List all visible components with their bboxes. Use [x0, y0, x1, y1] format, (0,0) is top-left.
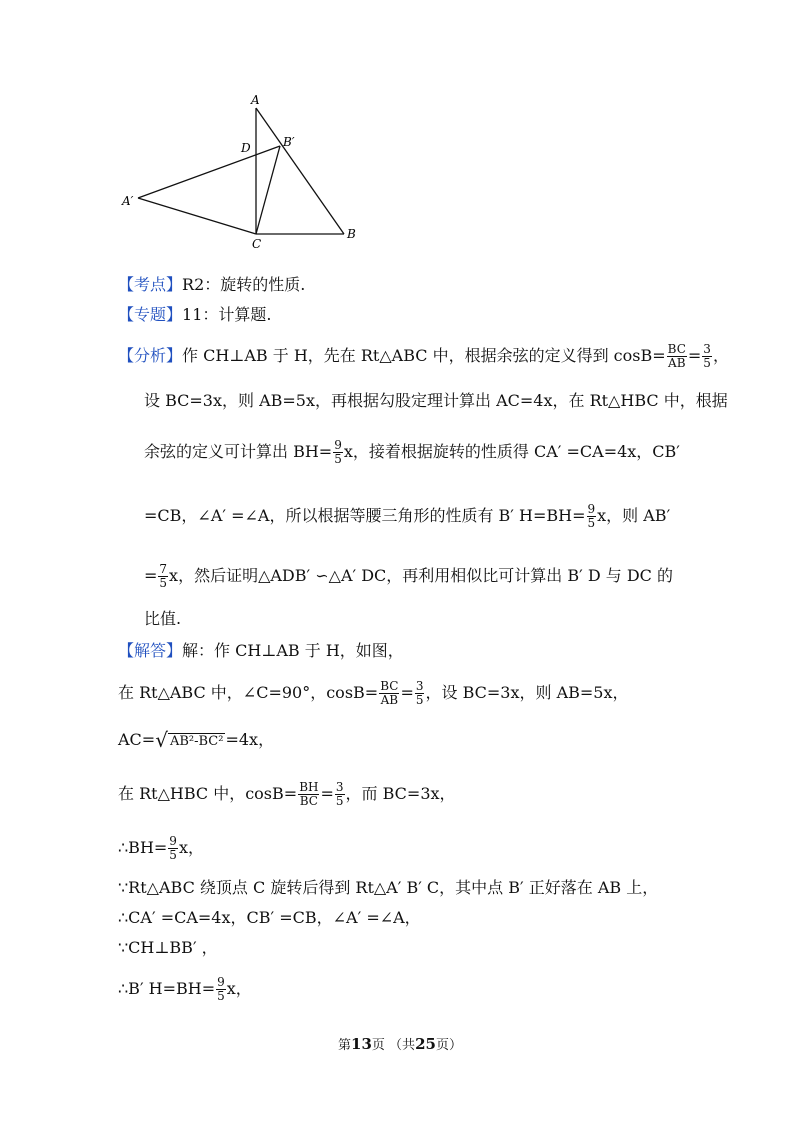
- sqrt-radicand: AB²-BC²: [169, 734, 224, 749]
- kaodian-line: [118, 275, 305, 295]
- label-B-prime: B′: [283, 135, 295, 149]
- jieda-line-7: ∴CA′ =CA=4x，CB′ =CB，∠A′ =∠A，: [118, 908, 421, 927]
- geometry-figure: [110, 90, 370, 255]
- fraction-bc-ab: $\frac{BC}{AB}$: [667, 342, 686, 370]
- zhuanti-tag: 【专题】: [118, 305, 183, 324]
- fenxi-line-4: =CB，∠A′ =∠A，所以根据等腰三角形的性质有 B′ H=BH= $\frac{9}{5}$ x，则 AB′: [144, 502, 671, 530]
- sqrt-sign: √: [155, 728, 168, 752]
- fraction-bh-bc: $\frac{BH}{BC}$: [299, 780, 319, 808]
- jieda-line-9: ∴B′ H=BH= $\frac{9}{5}$ x，: [118, 975, 252, 1003]
- fraction-9-5: $\frac{9}{5}$: [587, 502, 596, 530]
- segment-A-prime-C: [138, 198, 256, 234]
- jieda-line-3: AC=√ AB²-BC² =4x，: [118, 728, 275, 752]
- label-B: B: [347, 227, 356, 241]
- fenxi-line-1: 【分析】作 CH⊥AB 于 H，先在 Rt△ABC 中，根据余弦的定义得到 cosB= $\frac{BC}{AB}$ = $\frac{3}{5}$ ，: [118, 342, 729, 370]
- jieda-tag: 【解答】: [118, 641, 183, 660]
- label-A-prime: A′: [122, 194, 134, 208]
- fenxi-text-1a: 作 CH⊥AB 于 H，先在 Rt△ABC 中，根据余弦的定义得到 cosB=: [182, 346, 666, 365]
- zhuanti-text: 11：计算题.: [182, 305, 272, 324]
- page-number: 13: [351, 1035, 372, 1053]
- jieda-line-8: ∵CH⊥BB′ ，: [118, 938, 218, 957]
- kaodian-text: R2：旋转的性质.: [182, 275, 306, 294]
- label-A: A: [251, 93, 260, 107]
- jieda-line-1: 【解答】解：作 CH⊥AB 于 H，如图，: [118, 641, 404, 660]
- fraction-9-5: $\frac{9}{5}$: [217, 975, 225, 1003]
- segment-CB-prime: [256, 146, 280, 234]
- label-D: D: [241, 141, 251, 155]
- segment-A-prime-B-prime: [138, 146, 280, 198]
- jieda-line-4: 在 Rt△HBC 中，cosB= $\frac{BH}{BC}$ = $\frac{3}{5}$ ，而 BC=3x，: [118, 780, 456, 808]
- label-C: C: [252, 237, 262, 251]
- fenxi-line-3: 余弦的定义可计算出 BH= $\frac{9}{5}$ x，接着根据旋转的性质得 CA′ =CA=4x，CB′: [144, 438, 680, 466]
- kaodian-tag: 【考点】: [118, 275, 183, 294]
- fraction-9-5: $\frac{9}{5}$: [334, 438, 342, 466]
- page-footer: 第13页 （共25页）: [338, 1035, 462, 1053]
- fenxi-line-2: 设 BC=3x，则 AB=5x，再根据勾股定理计算出 AC=4x，在 Rt△HBC 中，根据: [144, 391, 728, 410]
- zhuanti-line: [118, 305, 271, 325]
- fenxi-line-6: 比值.: [144, 609, 182, 628]
- fenxi-line-5: = $\frac{7}{5}$ x，然后证明△ADB′ ∽△A′ DC，再利用相似比可计算出 B′ D 与 DC 的: [144, 562, 674, 590]
- fraction-7-5: $\frac{7}{5}$: [159, 562, 168, 590]
- fenxi-tag: 【分析】: [118, 346, 183, 365]
- fraction-3-5: $\frac{3}{5}$: [415, 679, 424, 707]
- segment-AB: [256, 108, 344, 234]
- fraction-bc-ab: $\frac{BC}{AB}$: [380, 679, 399, 707]
- jieda-line-2: 在 Rt△ABC 中，∠C=90°，cosB= $\frac{BC}{AB}$ = $\frac{3}{5}$ ，设 BC=3x，则 AB=5x，: [118, 679, 629, 707]
- jieda-line-6: ∵Rt△ABC 绕顶点 C 旋转后得到 Rt△A′ B′ C，其中点 B′ 正好落在 AB 上，: [118, 878, 659, 897]
- page-total: 25: [415, 1035, 436, 1053]
- fraction-3-5: $\frac{3}{5}$: [335, 780, 344, 808]
- jieda-line-5: ∴BH= $\frac{9}{5}$ x，: [118, 834, 204, 862]
- fraction-9-5: $\frac{9}{5}$: [169, 834, 177, 862]
- fraction-3-5: $\frac{3}{5}$: [703, 342, 711, 370]
